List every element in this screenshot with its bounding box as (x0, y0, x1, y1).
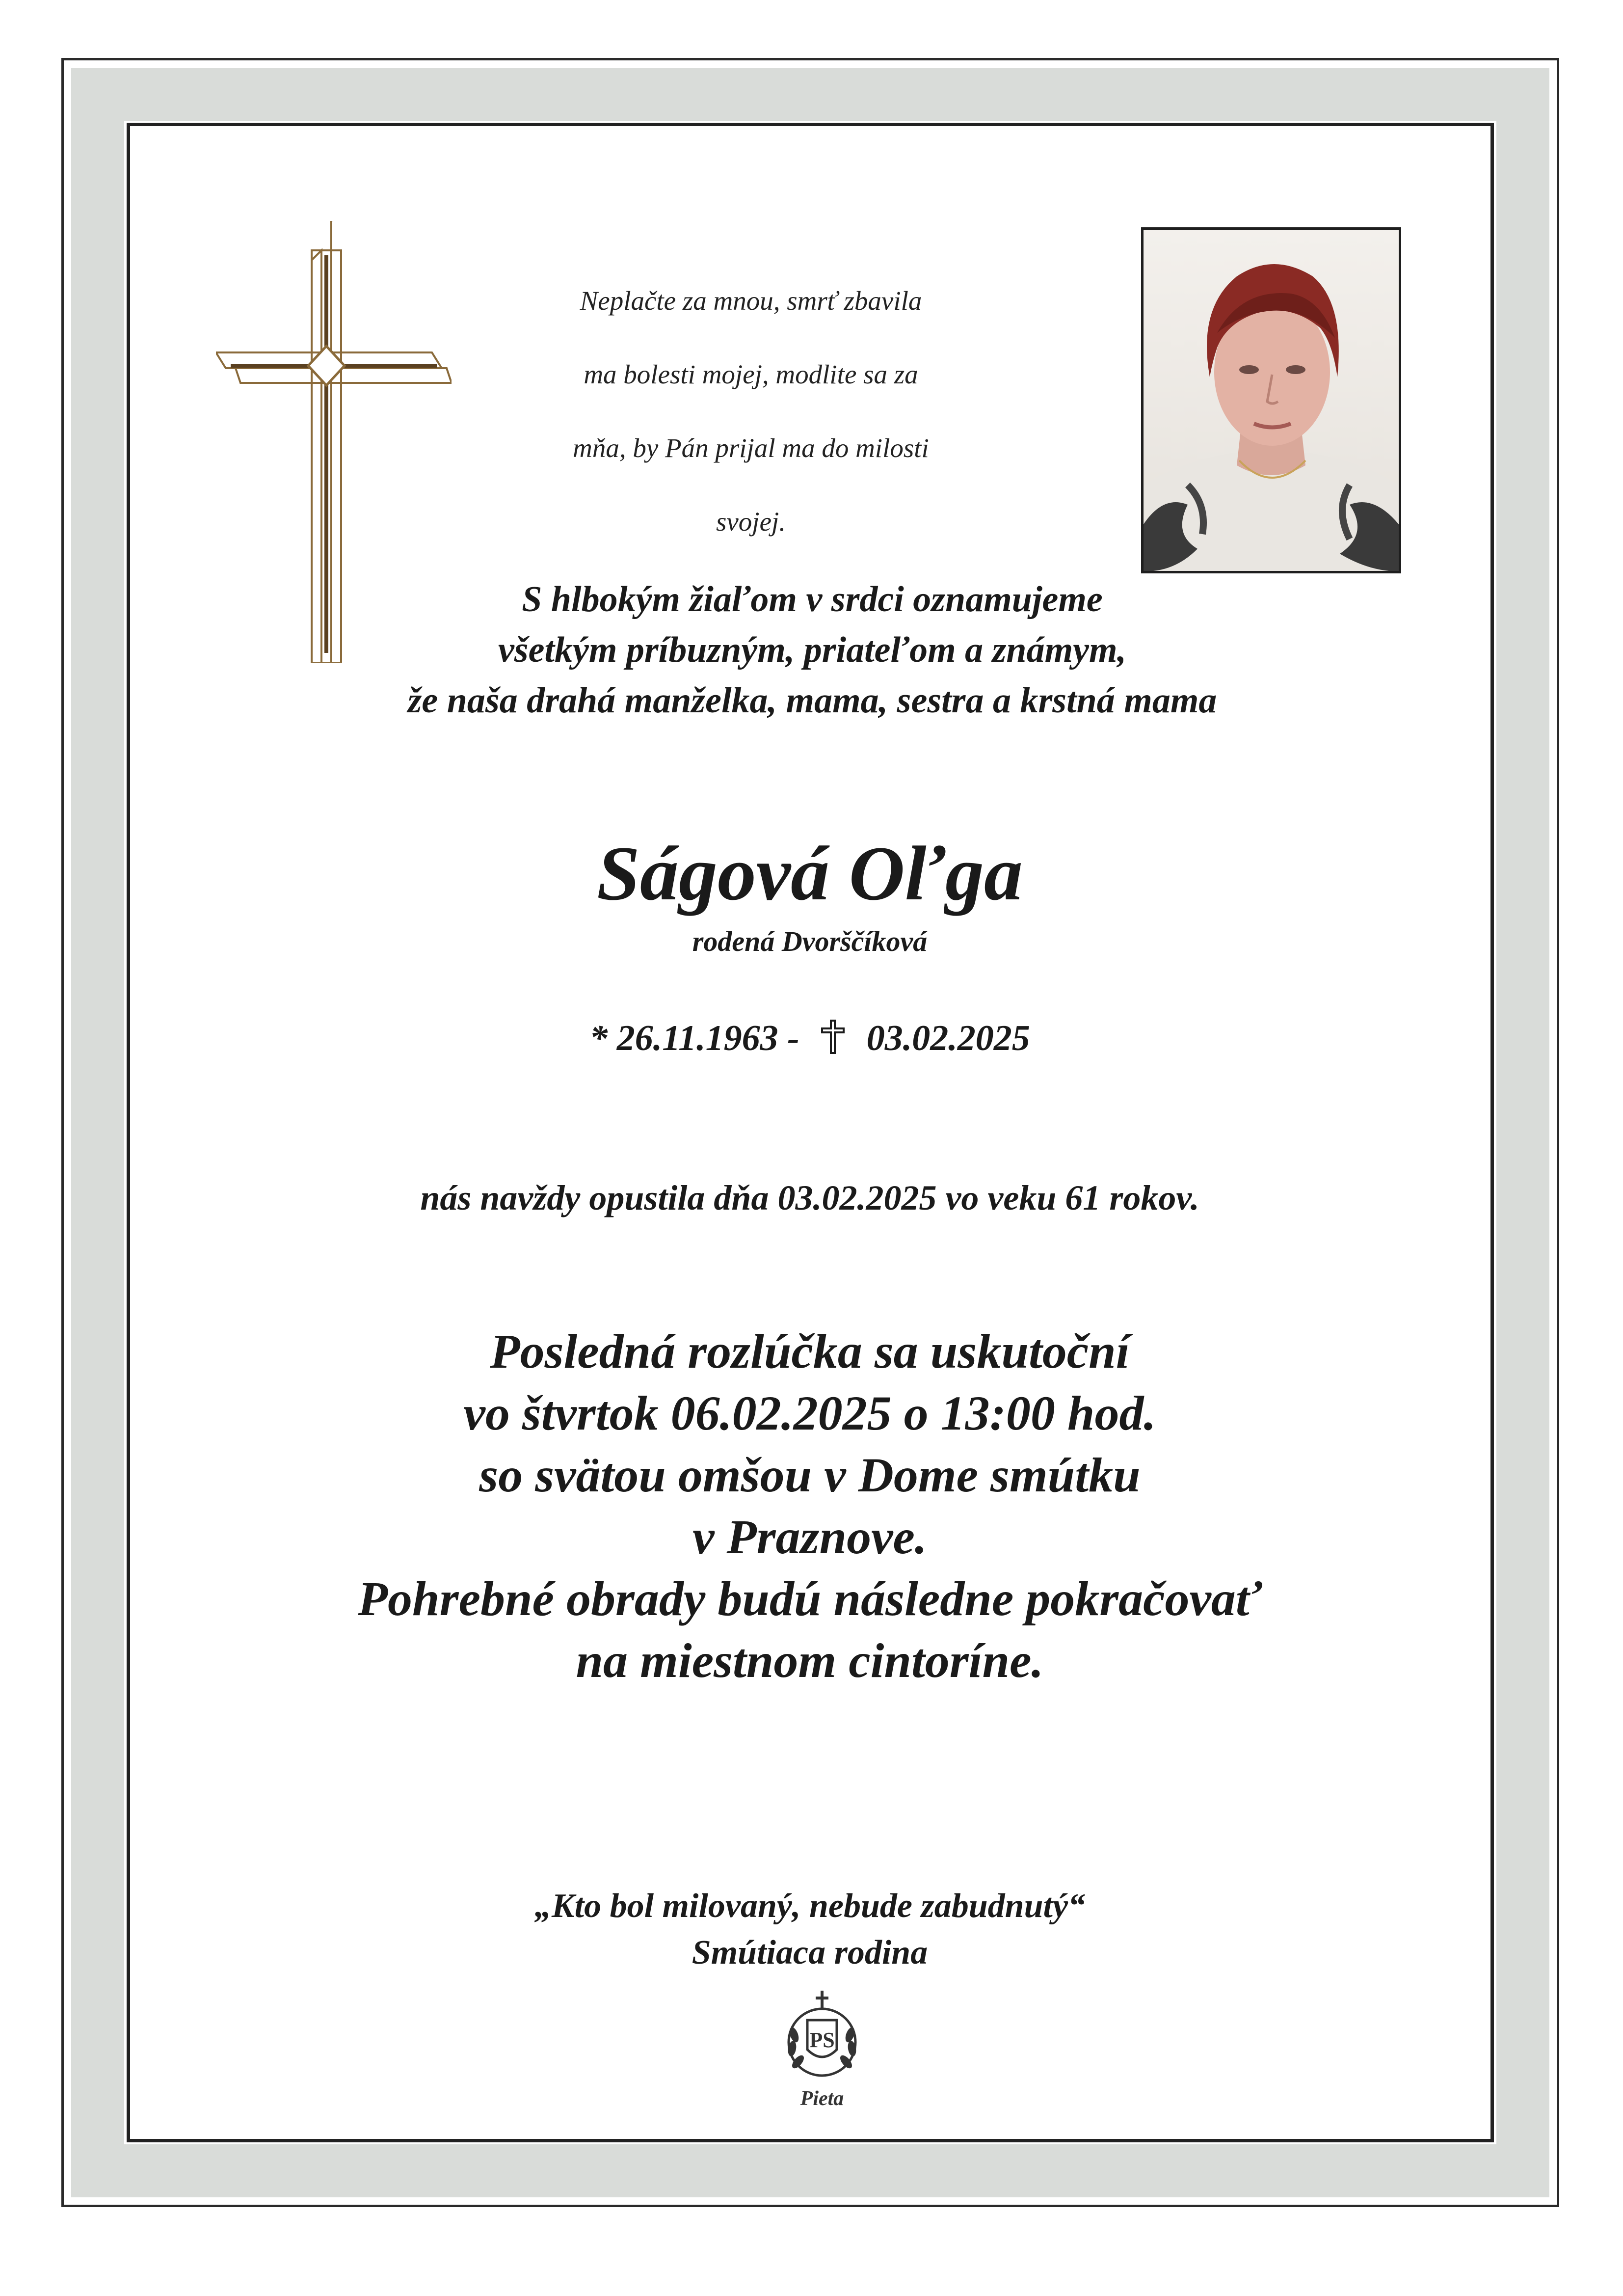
death-date: 03.02.2025 (866, 1018, 1030, 1058)
announcement-line: S hlbokým žiaľom v srdci oznamujeme (522, 579, 1103, 620)
ceremony-block (221, 1321, 1399, 1692)
verse-line: mňa, by Pán prijal ma do milosti (573, 433, 929, 463)
portrait-photo (1141, 227, 1401, 573)
portrait-illustration (1144, 230, 1399, 571)
verse-line: Neplačte za mnou, smrť zbavila (580, 286, 922, 316)
ceremony-line: Pohrebné obrady budú následne pokračovať (357, 1571, 1262, 1626)
ceremony-line: Posledná rozlúčka sa uskutoční (490, 1324, 1130, 1378)
closing-motto: „Kto bol milovaný, nebude zabudnutý“ (534, 1887, 1086, 1925)
ceremony-line: vo štvrtok 06.02.2025 o 13:00 hod. (463, 1386, 1156, 1440)
verse-line: svojej. (716, 507, 786, 537)
announcement-line: všetkým príbuzným, priateľom a známym, (498, 630, 1127, 670)
family-signature: Smútiaca rodina (692, 1934, 928, 1972)
ceremony-line: so svätou omšou v Dome smútku (479, 1448, 1141, 1502)
ceremony-line: na miestnom cintoríne. (576, 1633, 1044, 1688)
verse-block (510, 245, 991, 577)
passing-line: nás navždy opustila dňa 03.02.2025 vo veku 61 rokov. (420, 1178, 1199, 1217)
logo-monogram: PS (809, 2028, 835, 2052)
announcement-line: že naša drahá manželka, mama, sestra a krstná mama (407, 680, 1217, 721)
ceremony-line: v Praznove. (692, 1510, 927, 1564)
logo-caption: Pieta (800, 2087, 844, 2110)
date-separator: - (787, 1018, 799, 1058)
death-cross-icon (818, 1020, 848, 1054)
announcement-block (275, 574, 1350, 726)
maiden-name: rodená Dvorščíková (692, 925, 928, 957)
birth-date: 26.11.1963 (616, 1018, 778, 1058)
verse-line: ma bolesti mojej, modlite sa za (584, 359, 918, 389)
life-dates (393, 1014, 1227, 1063)
birth-star: * (589, 1018, 608, 1058)
deceased-name: Ságová Oľga (597, 831, 1023, 917)
